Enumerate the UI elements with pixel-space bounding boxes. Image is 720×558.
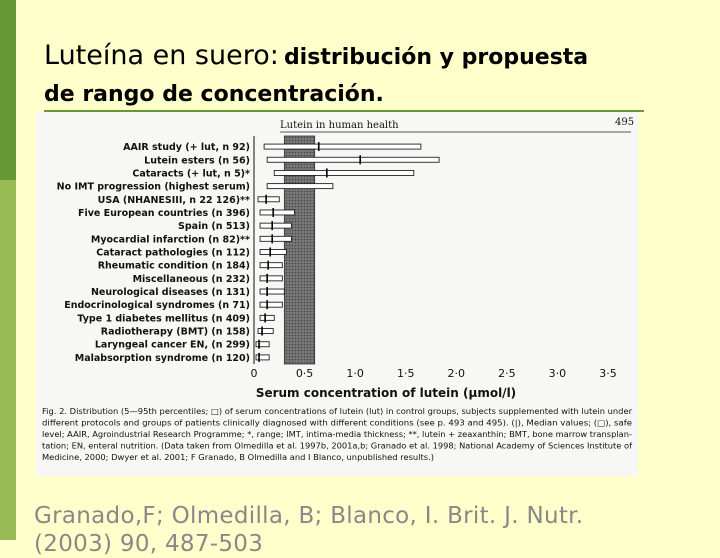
x-tick-label: 0 [250, 367, 258, 380]
category-label: Lutein esters (n 56) [144, 155, 250, 167]
range-bar [274, 170, 414, 175]
category-label: Endocrinological syndromes (n 71) [64, 300, 250, 312]
range-bar [267, 184, 333, 189]
range-bar [260, 236, 291, 241]
slide-accent-bar-top [0, 0, 16, 180]
range-bar [260, 250, 286, 255]
plot-area [57, 136, 617, 380]
range-bar [260, 289, 284, 294]
figure-header: Lutein in human health [280, 120, 399, 131]
slide-title-part2: distribución y propuesta [283, 45, 589, 70]
range-bar [256, 355, 269, 360]
category-label: AAIR study (+ lut, n 92) [123, 142, 250, 154]
citation [34, 502, 583, 558]
citation-line1: Granado,F; Olmedilla, B; Blanco, I. Brit. J. Nutr. [34, 503, 584, 529]
category-label: Cataracts (+ lut, n 5)* [132, 168, 250, 180]
range-bar [260, 315, 274, 320]
x-tick-label: 1·5 [396, 367, 415, 380]
category-label: Miscellaneous (n 232) [132, 273, 250, 285]
x-tick-label: 3·0 [548, 367, 567, 380]
slide-title-part1: Luteína en suero: [44, 40, 279, 71]
caption-line: Medicine, 2000; Dwyer et al. 2001; F Granado, B Olmedilla and I Blanco, unpublished results.) [42, 453, 434, 462]
caption-line: Fig. 2. Distribution (5—95th percentiles; □) of serum concentrations of lutein (lut) in control groups, subjects supplemented with lutein under [42, 407, 633, 416]
citation-line2: (2003) 90, 487-503 [34, 531, 264, 557]
category-label: Malabsorption syndrome (n 120) [74, 352, 250, 364]
slide-accent-bar-bottom [0, 180, 16, 540]
figure-page-number: 495 [615, 117, 635, 128]
range-bar [258, 329, 273, 334]
x-tick-label: 3·5 [599, 367, 617, 380]
x-tick-label: 0·5 [295, 367, 314, 380]
category-label: Five European countries (n 396) [77, 207, 250, 219]
slide-title-line2: de rango de concentración. [44, 82, 384, 107]
category-label: Radiotherapy (BMT) (n 158) [100, 326, 250, 338]
x-tick-label: 2·0 [447, 367, 466, 380]
range-bar [260, 276, 282, 281]
category-label: Myocardial infarction (n 82)** [90, 234, 250, 246]
figure-caption [42, 407, 633, 462]
range-bar [260, 302, 282, 307]
category-label: No IMT progression (highest serum) [56, 181, 250, 193]
x-tick-label: 2·5 [498, 367, 516, 380]
slide-title [44, 38, 704, 114]
scanned-figure [36, 112, 638, 476]
lutein-range-chart [36, 112, 638, 476]
category-label: Neurological diseases (n 131) [90, 287, 250, 299]
caption-line: tation; EN, enteral nutrition. (Data taken from Olmedilla et al. 1997b, 2001a,b; Granado et al. 1998; National Academy of Sciences Institute of [42, 441, 633, 451]
category-label: USA (NHANESIII, n 22 126)** [97, 194, 250, 206]
x-tick-label: 1·0 [346, 367, 364, 380]
range-bar [256, 342, 269, 347]
category-label: Rheumatic condition (n 184) [97, 260, 250, 272]
caption-line: different protocols and groups of patients clinically diagnosed with different conditions (see p. 493 and 495). (|), Median values; (□), safe [42, 418, 633, 428]
caption-line: level; AAIR, Agroindustrial Research Programme; *, range; IMT, intima-media thickness; **, lutein + zeaxanthin; BMT, bone marrow transplan- [42, 430, 633, 439]
range-bar [267, 157, 439, 162]
x-axis-label: Serum concentration of lutein (µmol/l) [255, 386, 517, 400]
category-label: Cataract pathologies (n 112) [96, 247, 250, 259]
category-label: Laryngeal cancer EN, (n 299) [94, 339, 250, 351]
category-label: Type 1 diabetes mellitus (n 409) [77, 313, 250, 325]
range-bar [264, 144, 421, 149]
category-label: Spain (n 513) [178, 221, 250, 233]
range-bar [258, 197, 279, 202]
range-bar [260, 263, 282, 268]
range-bar [260, 210, 294, 215]
range-bar [260, 223, 291, 228]
